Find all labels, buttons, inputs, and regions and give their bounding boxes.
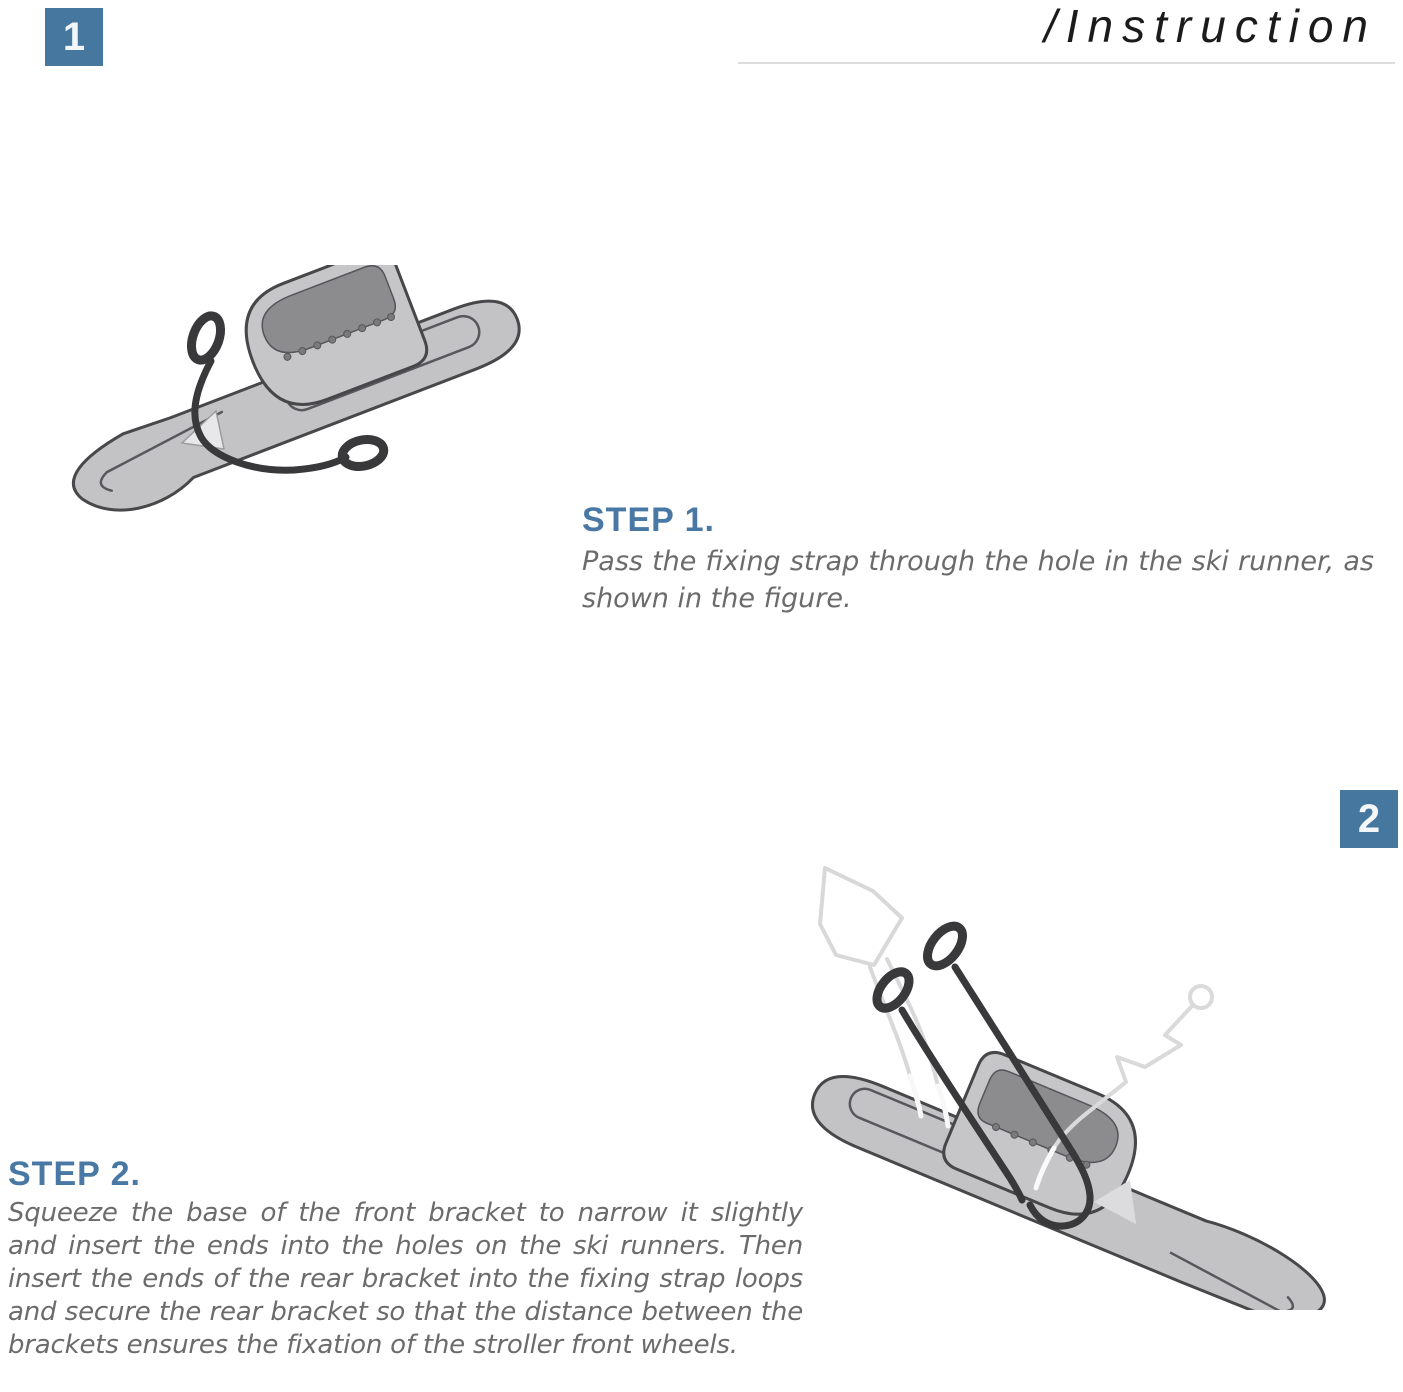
strap-loop: [921, 920, 970, 972]
step2-ski-runner-illustration: [758, 850, 1403, 1310]
step2-number-badge: 2: [1340, 790, 1398, 848]
step2-body: Squeeze the base of the front bracket to narrow it slightly and insert the ends into the holes on the ski runners. Then insert the ends of the rear bracket into the fixing strap loops and secure the rear bracket so that the distance between the brackets ensures the fixation of the stroller front wheels.: [8, 1198, 803, 1360]
page-title: /Instruction: [1044, 0, 1377, 52]
strap-loop: [186, 312, 226, 364]
step1-heading: STEP 1.: [582, 501, 715, 539]
ski-runner-shape: [802, 993, 1365, 1310]
step1-body: Pass the fixing strap through the hole in the ski runner, as shown in the figure.: [582, 546, 1374, 614]
ski-runner-shape: [40, 265, 532, 528]
step1-section: [582, 502, 1374, 617]
step2-heading: STEP 2.: [8, 1155, 141, 1193]
step1-number-badge: 1: [45, 8, 103, 66]
title-underline: [738, 62, 1395, 64]
step2-section: [8, 1156, 803, 1362]
front-bracket-wire: [820, 868, 938, 1086]
strap-loop: [340, 436, 386, 470]
